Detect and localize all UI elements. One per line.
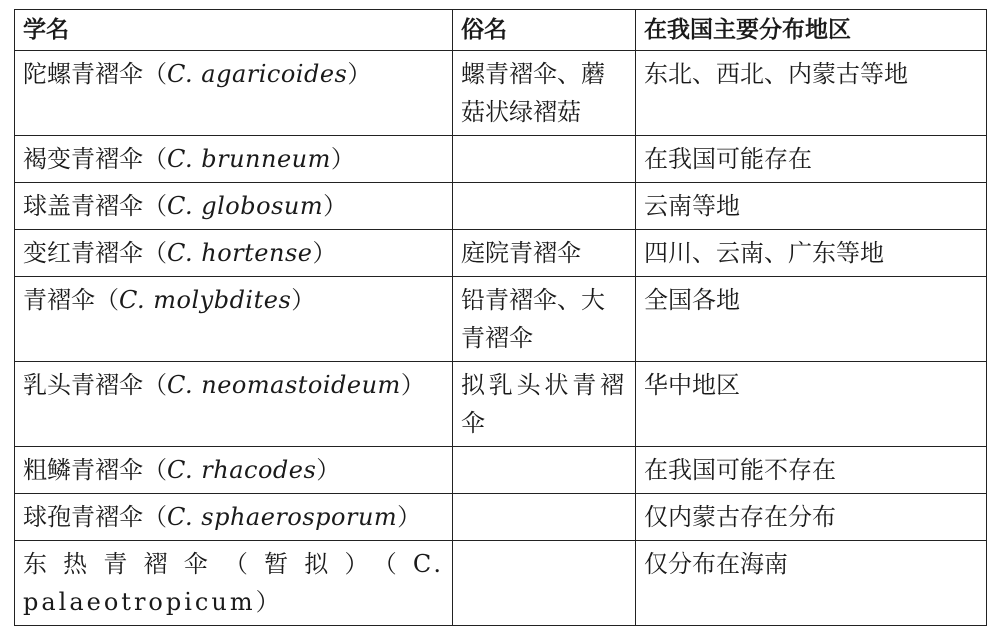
table-row — [15, 277, 987, 362]
chinese-name: 变红青褶伞 — [23, 239, 143, 267]
scientific-name-cell: 陀螺青褶伞（C. agaricoides） — [15, 51, 453, 136]
latin-name: C. molybdites — [119, 286, 292, 314]
scientific-name-cell: 乳头青褶伞（C. neomastoideum） — [15, 362, 453, 447]
scientific-name-cell: 东热青褶伞（暂拟）（C. palaeotropicum） — [15, 541, 453, 626]
table-row — [15, 362, 987, 447]
common-name-cell — [453, 447, 636, 494]
latin-name: C. rhacodes — [167, 456, 317, 484]
table-row — [15, 136, 987, 183]
table-row — [15, 230, 987, 277]
latin-name: C. agaricoides — [167, 60, 348, 88]
distribution-cell: 仅内蒙古存在分布 — [636, 494, 987, 541]
latin-name: C. sphaerosporum — [167, 503, 398, 531]
common-name-cell: 庭院青褶伞 — [453, 230, 636, 277]
scientific-name-cell: 变红青褶伞（C. hortense） — [15, 230, 453, 277]
header-row — [15, 10, 987, 51]
distribution-cell: 四川、云南、广东等地 — [636, 230, 987, 277]
latin-name: C. brunneum — [167, 145, 331, 173]
chinese-name: 青褶伞 — [23, 286, 95, 314]
table-row — [15, 447, 987, 494]
scientific-name-cell: 球盖青褶伞（C. globosum） — [15, 183, 453, 230]
common-name-cell: 拟乳头状青褶伞 — [453, 362, 636, 447]
distribution-cell: 东北、西北、内蒙古等地 — [636, 51, 987, 136]
common-name-cell: 铅青褶伞、大青褶伞 — [453, 277, 636, 362]
distribution-cell: 在我国可能存在 — [636, 136, 987, 183]
distribution-cell: 仅分布在海南 — [636, 541, 987, 626]
distribution-cell: 云南等地 — [636, 183, 987, 230]
table-row — [15, 183, 987, 230]
header-distribution: 在我国主要分布地区 — [636, 10, 987, 51]
chinese-name: 球孢青褶伞 — [23, 503, 143, 531]
table-row — [15, 494, 987, 541]
chinese-name: 褐变青褶伞 — [23, 145, 143, 173]
scientific-name-cell: 粗鳞青褶伞（C. rhacodes） — [15, 447, 453, 494]
latin-name: C. hortense — [167, 239, 313, 267]
chinese-name: 粗鳞青褶伞 — [23, 456, 143, 484]
header-common-name: 俗名 — [453, 10, 636, 51]
distribution-cell: 华中地区 — [636, 362, 987, 447]
table-row — [15, 51, 987, 136]
chinese-name: 陀螺青褶伞 — [23, 60, 143, 88]
species-table — [14, 9, 987, 626]
scientific-name-cell: 球孢青褶伞（C. sphaerosporum） — [15, 494, 453, 541]
common-name-cell — [453, 494, 636, 541]
chinese-name: 球盖青褶伞 — [23, 192, 143, 220]
common-name-cell — [453, 136, 636, 183]
distribution-cell: 在我国可能不存在 — [636, 447, 987, 494]
latin-name: C. palaeotropicum — [23, 550, 445, 616]
common-name-cell — [453, 183, 636, 230]
latin-name: C. neomastoideum — [167, 371, 401, 399]
header-scientific-name: 学名 — [15, 10, 453, 51]
chinese-name: 东热青褶伞（暂拟） — [23, 550, 385, 578]
table-row — [15, 541, 987, 626]
common-name-cell: 螺青褶伞、蘑菇状绿褶菇 — [453, 51, 636, 136]
scientific-name-cell: 褐变青褶伞（C. brunneum） — [15, 136, 453, 183]
scientific-name-cell: 青褶伞（C. molybdites） — [15, 277, 453, 362]
common-name-cell — [453, 541, 636, 626]
distribution-cell: 全国各地 — [636, 277, 987, 362]
chinese-name: 乳头青褶伞 — [23, 371, 143, 399]
latin-name: C. globosum — [167, 192, 324, 220]
